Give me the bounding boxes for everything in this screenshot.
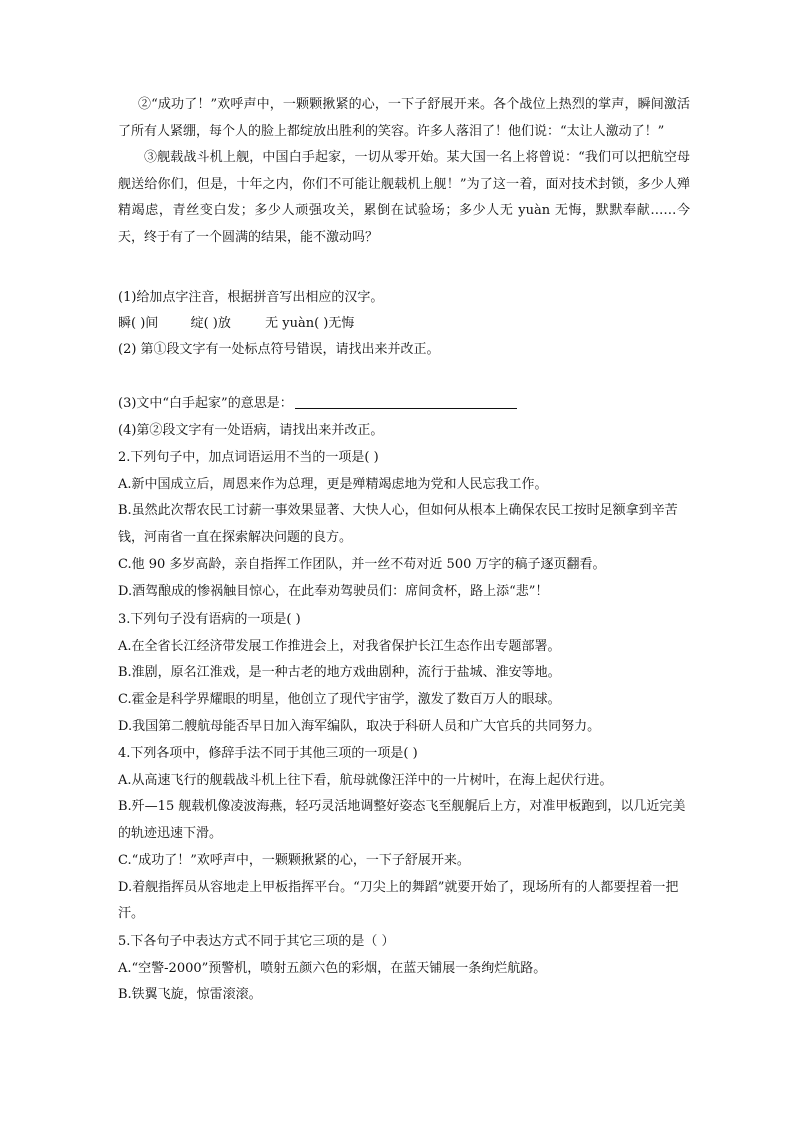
- passage-section: [118, 92, 690, 251]
- question-2: [118, 445, 690, 605]
- q5-option-b: B.铁翼飞旋，惊雷滚滚。: [118, 987, 262, 1003]
- q4-stem: 4.下列各项中，修辞手法不同于其他三项的一项是( ): [118, 746, 418, 761]
- q2-option-b: B.虽然此次帮农民工讨薪一事效果显著、大快人心，但如何从根本上确保农民工按时足额拿到辛苦钱，河南省一直在探索解决问题的良方。: [118, 503, 678, 546]
- q1-fill-row: [118, 314, 718, 334]
- q3-option-b: B.淮剧，原名江淮戏，是一种古老的地方戏曲剧种，流行于盐城、淮安等地。: [118, 665, 561, 681]
- q1-sub4: (4)第②段文字有一处语病，请找出来并改正。: [118, 423, 384, 438]
- fill-item-shun: 瞬( )间: [118, 316, 159, 331]
- q3-option-d: D.我国第二艘航母能否早日加入海军编队，取决于科研人员和广大官兵的共同努力。: [118, 718, 601, 734]
- q4-option-c: C.“成功了！”欢呼声中，一颗颗揪紧的心，一下子舒展开来。: [118, 852, 470, 868]
- passage-paragraph-2: ②“成功了！”欢呼声中，一颗颗揪紧的心，一下子舒展开来。各个战位上热烈的掌声，瞬间激活了所有人紧绷，每个人的脸上都绽放出胜利的笑容。许多人落泪了！他们说：“太让人激动了！”: [118, 97, 690, 139]
- q4-option-b: B.歼—15 舰载机像凌波海燕，轻巧灵活地调整好姿态飞至舰艉后上方，对准甲板跑到，以几近完美的轨迹迅速下滑。: [118, 799, 686, 842]
- q2-option-a: A.新中国成立后，周恩来作为总理，更是殚精竭虑地为党和人民忘我工作。: [118, 476, 548, 492]
- fill-item-yuan: 无 yuàn( )无悔: [265, 316, 355, 331]
- q3-option-a: A.在全省长江经济带发展工作推进会上，对我省保护长江生态作出专题部署。: [118, 638, 561, 654]
- answer-blank-line[interactable]: [295, 394, 517, 409]
- q4-option-d: D.着舰指挥员从容地走上甲板指挥平台。“刀尖上的舞蹈”就要开始了，现场所有的人都要捏着一把汗。: [118, 879, 679, 922]
- q2-option-d: D.酒驾酿成的惨祸触目惊心，在此奉劝驾驶员们：席间贪杯，路上添“悲”！: [118, 583, 549, 599]
- q2-option-c: C.他 90 多岁高龄，亲自指挥工作团队，并一丝不苟对近 500 万字的稿子逐页翻看。: [118, 556, 606, 572]
- q1-sub3: (3)文中“白手起家”的意思是：: [118, 396, 293, 411]
- q5-option-a: A.“空警-2000”预警机，喷射五颜六色的彩烟，在蓝天铺展一条绚烂航路。: [118, 960, 547, 976]
- q3-option-c: C.霍金是科学界耀眼的明星，他创立了现代宇宙学，激发了数百万人的眼球。: [118, 692, 561, 708]
- fill-item-zhan: 绽( )放: [190, 316, 231, 331]
- q1-sub2: (2) 第①段文字有一处标点符号错误，请找出来并改正。: [118, 342, 440, 357]
- question-4: [118, 741, 690, 928]
- q5-stem: 5.下各句子中表达方式不同于其它三项的是（ ）: [118, 934, 395, 949]
- q1-sub3-row: [118, 394, 718, 414]
- q1-stem: (1)给加点字注音，根据拼音写出相应的汉字。: [118, 290, 384, 305]
- question-3: [118, 607, 690, 741]
- q4-option-a: A.从高速飞行的舰载战斗机上往下看，航母就像汪洋中的一片树叶，在海上起伏行进。: [118, 772, 613, 788]
- passage-paragraph-3: ③舰载战斗机上舰，中国白手起家，一切从零开始。某大国一名上将曾说：“我们可以把航空母舰送给你们，但是，十年之内，你们不可能让舰载机上舰！”为了这一着，面对技术封锁，多少人殚精竭虑，青丝变白发；多少人顽强攻关，累倒在试验场；多少人无 yuàn 无悔，默默奉献……今天，终于有了一个圆满的结果，能不激动吗？: [118, 150, 690, 245]
- q3-stem: 3.下列句子没有语病的一项是( ): [118, 612, 301, 627]
- q2-stem: 2.下列句子中，加点词语运用不当的一项是( ): [118, 450, 379, 465]
- question-5: [118, 929, 690, 1009]
